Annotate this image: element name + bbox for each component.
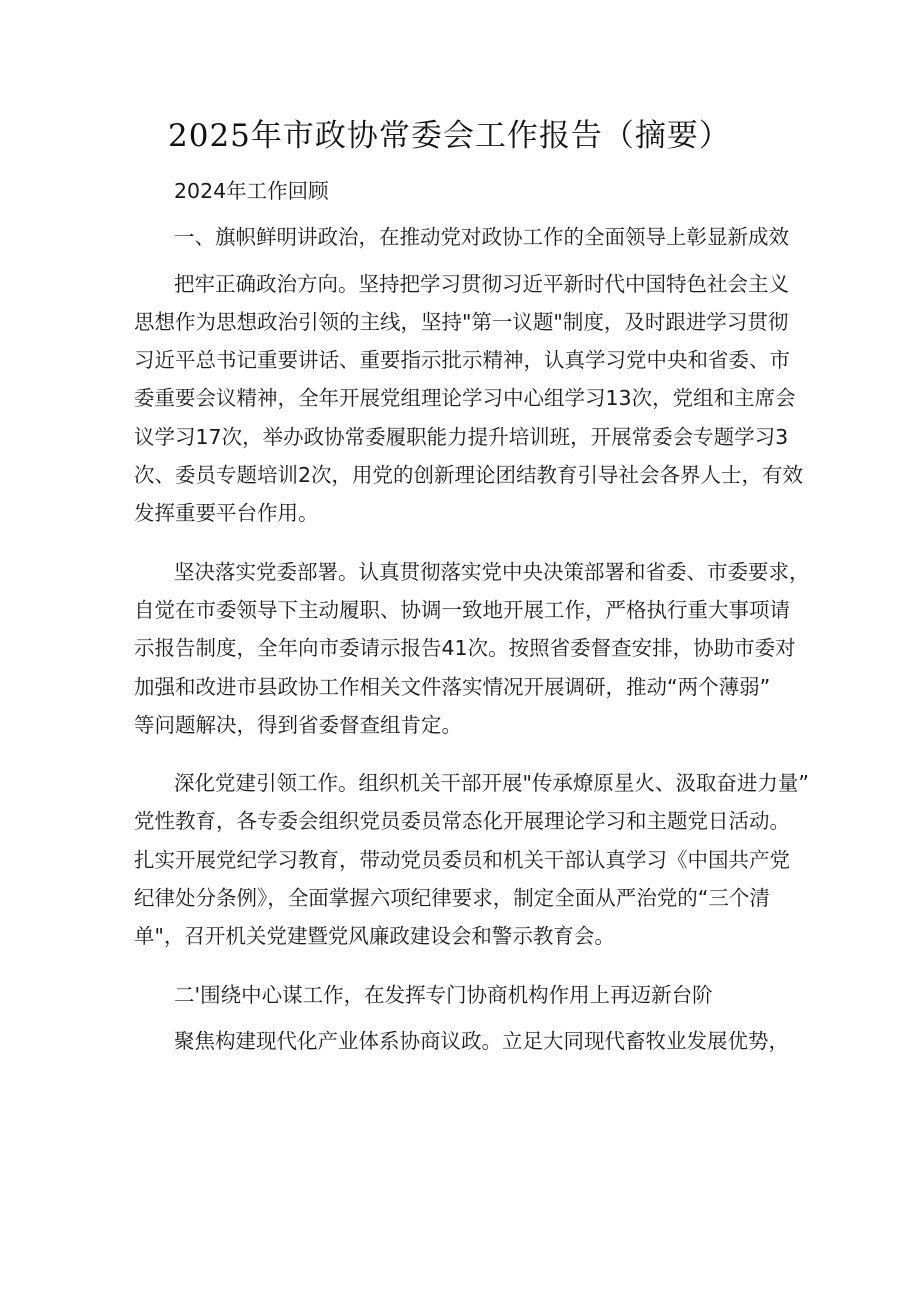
paragraph-line: 把牢正确政治方向。坚持把学习贯彻习近平新时代中国特色社会主义 [174, 271, 789, 296]
paragraph-party-building [134, 764, 810, 955]
paragraph-line: 深化党建引领工作。组织机关干部开展"传承燎原星火、汲取奋进力量” [174, 771, 810, 796]
paragraph-line: 委重要会议精神，全年开展党组理论学习中心组学习13次，党组和主席会 [134, 386, 796, 411]
spacer [134, 257, 784, 265]
paragraph-line: 示报告制度，全年向市委请示报告41次。按照省委督查安排，协助市委对 [134, 636, 796, 661]
paragraph-line: 党性教育，各专委会组织党员委员常态化开展理论学习和主题党日活动。 [134, 809, 790, 834]
section-heading-one: 一、旗帜鲜明讲政治，在推动党对政协工作的全面领导上彰显新成效 [174, 225, 789, 250]
paragraph-line: 自觉在市委领导下主动履职、协调一致地开展工作，严格执行重大事项请 [134, 597, 790, 622]
spacer [134, 533, 784, 553]
paragraph-line: 加强和改进市县政协工作相关文件落实情况开展调研，推动“两个薄弱” [134, 674, 771, 699]
paragraph-line: 议学习17次，举办政协常委履职能力提升培训班，开展常委会专题学习3 [134, 424, 789, 449]
paragraph-line: 扎实开展党纪学习教育，带动党员委员和机关干部认真学习《中国共产党 [134, 847, 790, 872]
paragraph-line: 次、委员专题培训2次，用党的创新理论团结教育引导社会各界人士，有效 [134, 463, 804, 488]
paragraph-line: 聚焦构建现代化产业体系协商议政。立足大同现代畜牧业发展优势， [174, 1028, 789, 1053]
paragraph-line: 等问题解决，得到省委督查组肯定。 [134, 712, 462, 737]
paragraph-line: 发挥重要平台作用。 [134, 501, 319, 526]
document-body [134, 172, 810, 1060]
paragraph-line: 习近平总书记重要讲话、重要指示批示精神，认真学习党中央和省委、市 [134, 348, 790, 373]
paragraph-line: 单"，召开机关党建暨党风廉政建设会和警示教育会。 [134, 924, 615, 949]
spacer [134, 210, 784, 218]
spacer [134, 744, 784, 764]
section-heading-review: 2024年工作回顾 [174, 179, 329, 203]
paragraph-line: 纪律处分条例》，全面掌握六项纪律要求，制定全面从严治党的“三个清 [134, 886, 770, 911]
paragraph-line: 思想作为思想政治引领的主线，坚持"第一议题"制度，及时跟进学习贯彻 [134, 309, 789, 334]
paragraph-line: 坚决落实党委部署。认真贯彻落实党中央决策部署和省委、市委要求， [174, 559, 810, 584]
paragraph-political-direction [134, 265, 804, 533]
spacer [134, 956, 784, 976]
section-heading-two: 二'围绕中心谋工作，在发挥专门协商机构作用上再迈新台阶 [174, 982, 713, 1007]
spacer [134, 1014, 784, 1022]
paragraph-party-deployment [134, 553, 810, 744]
document-title: 2025年市政协常委会工作报告（摘要） [168, 118, 731, 154]
